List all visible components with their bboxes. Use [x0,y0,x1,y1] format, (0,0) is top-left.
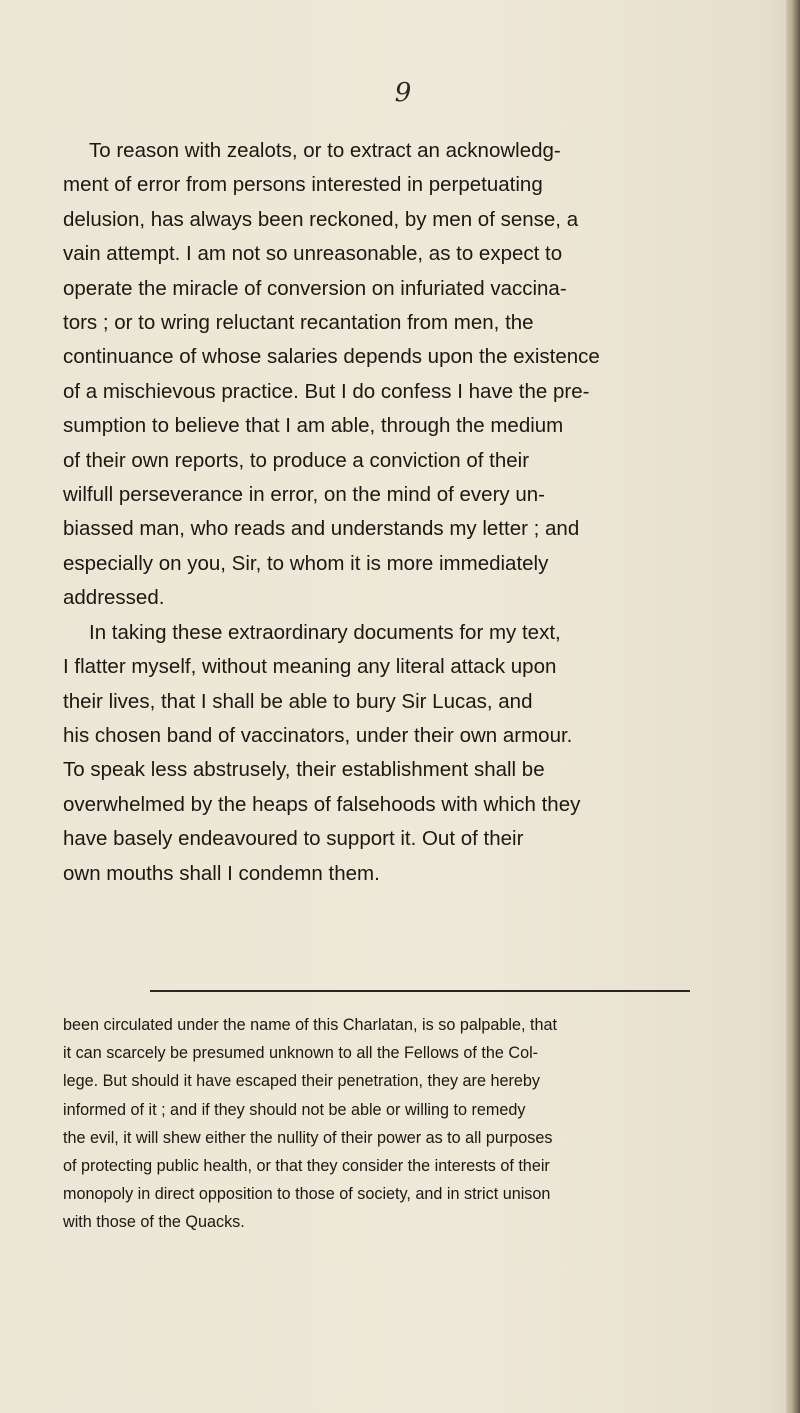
text-line: I flatter myself, without meaning any literal attack upon [63,655,557,679]
footnote-line: the evil, it will shew either the nullity of their power as to all purposes [63,1128,553,1147]
text-line: his chosen band of vaccinators, under their own armour. [63,723,573,747]
footnote-line: with those of the Quacks. [63,1213,245,1232]
text-line: tors ; or to wring reluctant recantation from men, the [63,311,534,335]
body-text [63,134,708,891]
text-line: continuance of whose salaries depends upon the existence [63,345,600,369]
footnote-line: lege. But should it have escaped their penetration, they are hereby [63,1072,540,1091]
text-line: their lives, that I shall be able to bury Sir Lucas, and [63,689,533,713]
text-line: ment of error from persons interested in perpetuating [63,173,543,197]
text-line: addressed. [63,586,165,610]
text-line: overwhelmed by the heaps of falsehoods with which they [63,792,581,816]
text-line: sumption to believe that I am able, through the medium [63,414,564,438]
text-line: delusion, has always been reckoned, by men of sense, a [63,207,579,231]
footnote-line: it can scarcely be presumed unknown to all the Fellows of the Col- [63,1044,539,1063]
text-line: of their own reports, to produce a conviction of their [63,448,530,472]
page-number: 9 [394,78,412,108]
text-line: have basely endeavoured to support it. Out of their [63,827,524,851]
text-line: of a mischievous practice. But I do confess I have the pre- [63,379,590,403]
text-line: own mouths shall I condemn them. [63,861,380,885]
footnote-divider [150,990,690,992]
footnote-line: of protecting public health, or that they consider the interests of their [63,1157,550,1176]
footnote-line: informed of it ; and if they should not be able or willing to remedy [63,1100,526,1119]
text-line: wilfull perseverance in error, on the mind of every un- [63,483,545,507]
text-line: especially on you, Sir, to whom it is more immediately [63,551,549,575]
text-line: To reason with zealots, or to extract an acknowledg- [89,139,561,162]
footnote-line: been circulated under the name of this Charlatan, is so palpable, that [63,1016,558,1034]
footnote-line: monopoly in direct opposition to those of society, and in strict unison [63,1185,551,1204]
text-line: In taking these extraordinary documents for my text, [89,620,561,644]
text-line: operate the miracle of conversion on infuriated vaccina- [63,276,567,300]
footnote-text [63,1011,713,1237]
text-line: biassed man, who reads and understands my letter ; and [63,517,580,541]
page-edge-shadow [786,0,800,1413]
text-line: vain attempt. I am not so unreasonable, as to expect to [63,242,563,266]
text-line: To speak less abstrusely, their establishment shall be [63,758,545,782]
